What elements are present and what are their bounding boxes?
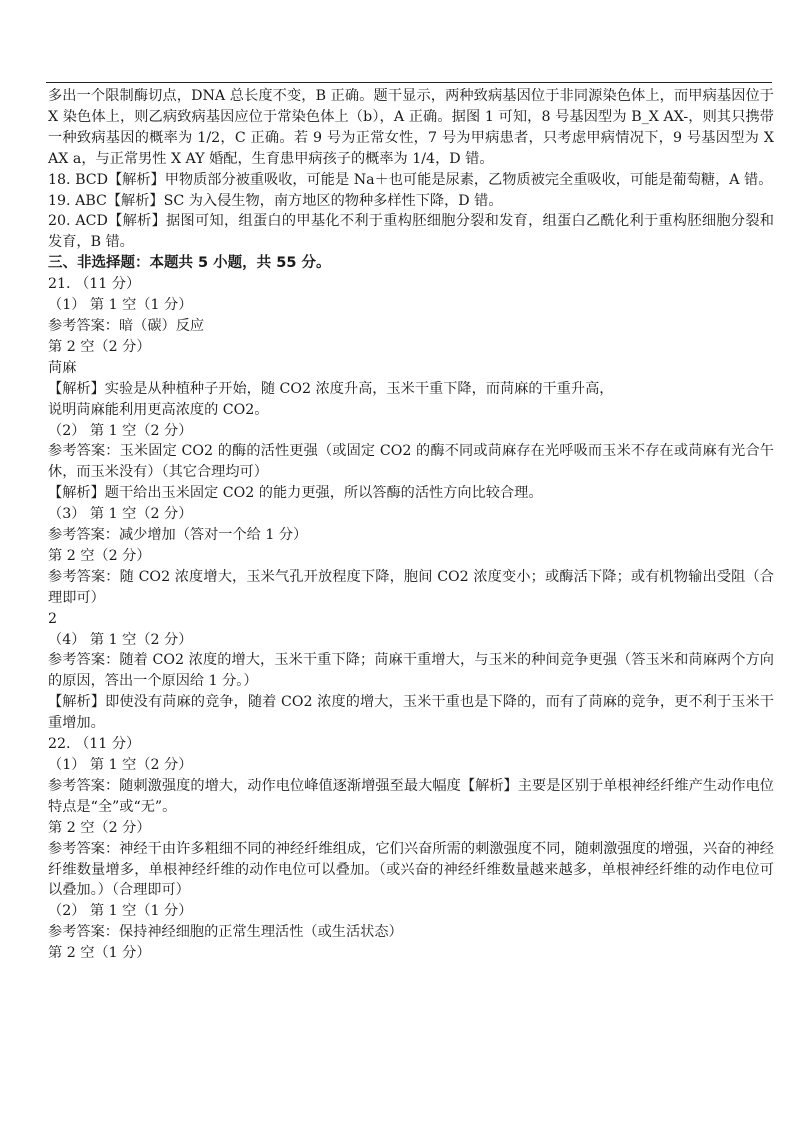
explanation: 【解析】实验是从种植种子开始，随 CO2 浓度升高，玉米干重下降，而苘麻的干重升高， <box>48 380 614 397</box>
section-heading: 三、非选择题：本题共 5 小题，共 55 分。 <box>48 255 331 272</box>
reference-answer: 参考答案：暗（碳）反应 <box>48 317 205 334</box>
sub-question: （4） 第 1 空（2 分） <box>48 631 193 648</box>
reference-answer: 参考答案：随刺激强度的增大，动作电位峰值逐渐增强至最大幅度【解析】主要是区别于单根神经纤维产生动作电位特点是“全”或“无”。 <box>48 777 774 815</box>
blank-label: 第 2 空（2 分） <box>48 547 151 564</box>
sub-question: （1） 第 1 空（2 分） <box>48 757 193 773</box>
reference-answer: 参考答案：减少增加（答对一个给 1 分） <box>48 527 308 544</box>
blank-label: 第 2 空（2 分） <box>48 338 151 355</box>
answer-19: 19. ABC【解析】SC 为入侵生物，南方地区的物种多样性下降，D 错。 <box>48 192 503 209</box>
blank-label: 第 2 空（2 分） <box>48 819 151 836</box>
explanation: 【解析】即使没有苘麻的竞争，随着 CO2 浓度的增大，玉米干重也是下降的，而有了苘麻的竞争，更不利于玉米干重增加。 <box>48 694 774 732</box>
reference-answer: 参考答案：保持神经细胞的正常生理活性（或生活状态） <box>48 924 403 941</box>
sub-question: （3） 第 1 空（2 分） <box>48 506 193 523</box>
reference-answer: 参考答案：神经干由许多粗细不同的神经纤维组成，它们兴奋所需的刺激强度不同，随刺激强度的增强，兴奋的神经纤维数量增多，单根神经纤维的动作电位可以叠加。（或兴奋的神经纤维数量越来越多，单根神经纤维的动作电位可以叠加。）（合理即可） <box>48 840 774 899</box>
reference-answer: 参考答案：玉米固定 CO2 的酶的活性更强（或固定 CO2 的酶不同或苘麻存在光呼吸而玉米不存在或苘麻有光合午休，而玉米没有）（其它合理均可） <box>48 443 774 481</box>
explanation: 说明苘麻能利用更高浓度的 CO2。 <box>48 401 269 418</box>
answer-18: 18. BCD【解析】甲物质部分被重吸收，可能是 Na＋也可能是尿素，乙物质被完全重吸收，可能是葡萄糖，A 错。 <box>48 171 773 188</box>
reference-answer: 参考答案：随 CO2 浓度增大，玉米气孔开放程度下降，胞间 CO2 浓度变小；或酶活下降；或有机物输出受阻（合理即可） <box>48 568 774 606</box>
answer-text <box>48 86 774 964</box>
sub-question: （1） 第 1 空（1 分） <box>48 297 193 314</box>
blank-label: 第 2 空（1 分） <box>48 945 151 962</box>
sub-question: （2） 第 1 空（1 分） <box>48 903 193 920</box>
paragraph: 多出一个限制酶切点，DNA 总长度不变，B 正确。题干显示，两种致病基因位于非同源染色体上，而甲病基因位于 X 染色体上，则乙病致病基因应位于常染色体上（b），A 正确。据图 1 可知，8 号基因型为 B_X AX-，则其只携带一种致病基因的概率为 1/2，C 正确。若 9 号为正常女性，7 号为甲病患者，只考虑甲病情况下，9 号基因型为 X AX a，与正常男性 X AY 婚配，生育患甲病孩子的概率为 1/4，D 错。 <box>48 88 774 167</box>
question-21-header: 21. （11 分） <box>48 276 141 293</box>
reference-answer: 参考答案：随着 CO2 浓度的增大，玉米干重下降；苘麻干重增大，与玉米的种间竞争更强（答玉米和苘麻两个方向的原因，答出一个原因给 1 分。） <box>48 652 774 690</box>
sub-question: （2） 第 1 空（2 分） <box>48 422 193 439</box>
top-rule <box>46 82 772 83</box>
answer-text-line: 苘麻 <box>48 359 77 376</box>
stray-number: 2 <box>48 610 58 627</box>
answer-20: 20. ACD【解析】据图可知，组蛋白的甲基化不利于重构胚细胞分裂和发育，组蛋白乙酰化利于重构胚细胞分裂和发育，B 错。 <box>48 213 774 251</box>
question-22-header: 22. （11 分） <box>48 736 141 753</box>
explanation: 【解析】题干给出玉米固定 CO2 的能力更强，所以答酶的活性方向比较合理。 <box>48 485 543 502</box>
